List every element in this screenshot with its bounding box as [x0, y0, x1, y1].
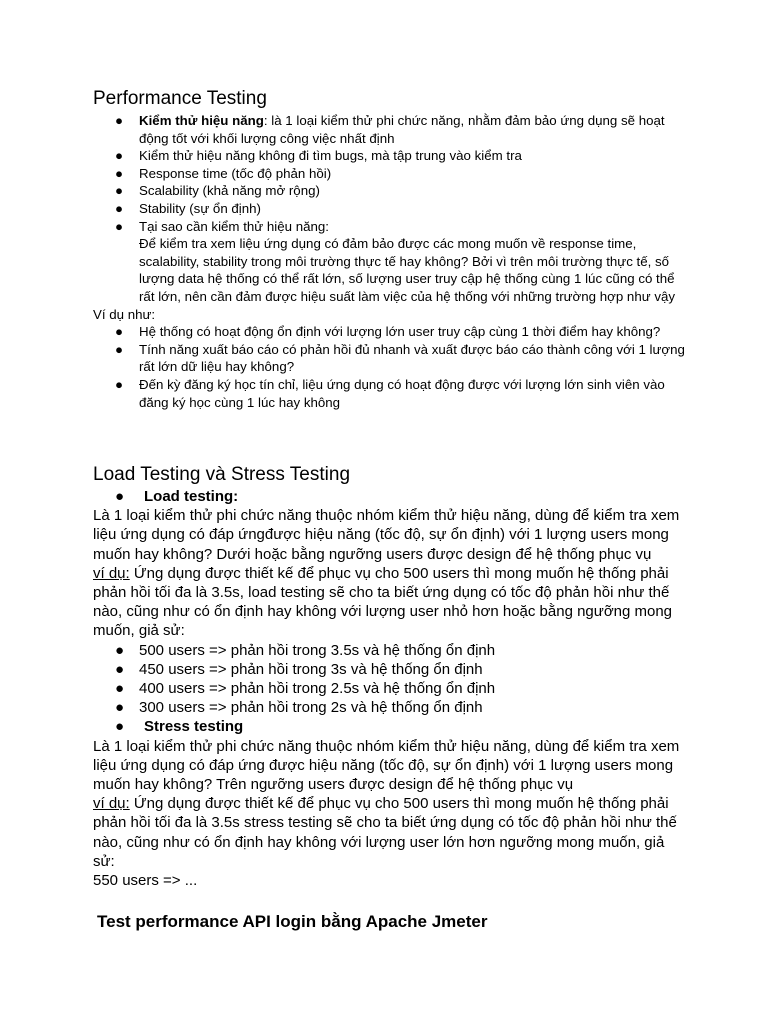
bullet-icon: ● [115, 641, 125, 659]
list-item: ● 300 users => phản hồi trong 2s và hệ thống ổn định [115, 699, 483, 717]
load-stress-title: Load Testing và Stress Testing [93, 464, 351, 485]
load-stress-section [93, 464, 683, 890]
bullet-icon: ● [115, 165, 124, 181]
stress-example: ví dụ: Ứng dụng được thiết kế để phục vụ cho 500 users thì mong muốn hệ thống phải phản hồi tối đa là 3.5s stress testing sẽ cho ta biết ứng dụng có tốc độ phản hồi như thế nào, cũng như có ổn định hay không với lượng user lớn hơn ngưỡng mong muốn, giả sử: [93, 795, 677, 870]
example-label: Ví dụ như: [93, 306, 156, 322]
jmeter-section [97, 911, 697, 933]
bullet-icon: ● [115, 324, 124, 340]
load-label-list [93, 487, 683, 506]
bullet-icon: ● [115, 218, 124, 234]
list-item: ● Stability (sự ổn định) [115, 200, 261, 216]
example-prefix: ví dụ: [93, 564, 130, 582]
load-result-list [93, 641, 683, 737]
list-item [93, 717, 683, 736]
example-prefix: ví dụ: [93, 795, 130, 813]
bullet-icon: ● [115, 718, 125, 736]
bullet-icon: ● [115, 699, 125, 717]
bullet-icon: ● [115, 660, 125, 678]
bullet-icon: ● [115, 488, 125, 505]
performance-list [93, 112, 693, 306]
why-detail: Để kiểm tra xem liệu ứng dụng có đảm bảo được các mong muốn về response time, scalability, stability trong môi trường thực tế hay không? Bởi vì trên môi trường thực tế, số lượng data hệ thống có thể rất lớn, số lượng user truy cập hệ thống cùng 1 lúc cũng có thể rất lớn, nên cần đảm được hiệu suất làm việc của hệ thống với những trường hợp như vậy [139, 236, 676, 304]
list-item: ● Hệ thống có hoạt động ổn định với lượng lớn user truy cập cùng 1 thời điểm hay không? [115, 324, 661, 340]
stress-label: Stress testing [144, 718, 244, 736]
list-item: ● Kiểm thử hiệu năng không đi tìm bugs, mà tập trung vào kiểm tra [115, 148, 522, 164]
list-item: ● Tại sao cần kiểm thử hiệu năng: Để kiểm tra xem liệu ứng dụng có đảm bảo được các mong muốn về response time, scalability, stability trong môi trường thực tế hay không? Bởi vì trên môi trường thực tế, số lượng data hệ thống có thể rất lớn, số lượng user truy cập hệ thống cùng 1 lúc cũng có thể rất lớn, nên cần đảm được hiệu suất làm việc của hệ thống với những trường hợp như vậy [93, 218, 693, 306]
list-item: ● 400 users => phản hồi trong 2.5s và hệ thống ổn định [115, 680, 496, 698]
bullet-icon: ● [115, 376, 124, 392]
list-item: ● Response time (tốc độ phản hồi) [115, 165, 332, 181]
load-label: Load testing: [144, 488, 239, 505]
bullet-icon: ● [115, 680, 125, 698]
load-description: Là 1 loại kiểm thử phi chức năng thuộc nhóm kiểm thử hiệu năng, dùng để kiểm tra xem liệu ứng dụng có đáp ứngđược hiệu năng (tốc độ, sự ổn định) với 1 lượng users mong muốn hay không? Dưới hoặc bằng ngưỡng users được design để hệ thống phục vụ [93, 507, 680, 563]
stress-description: Là 1 loại kiểm thử phi chức năng thuộc nhóm kiểm thử hiệu năng, dùng để kiểm tra xem liệu ứng dụng có đáp ứng được hiệu năng (tốc độ, sự ổn định) với 1 lượng users mong muốn hay không? Trên ngưỡng users được design để hệ thống phục vụ [93, 737, 680, 794]
jmeter-title: Test performance API login bằng Apache Jmeter [97, 912, 488, 931]
bullet-icon: ● [115, 200, 124, 216]
list-item: ● Scalability (khả năng mở rộng) [115, 183, 320, 199]
list-item: ● Kiểm thử hiệu năng: là 1 loại kiểm thử phi chức năng, nhằm đảm bảo ứng dụng sẽ hoạt động tốt với khối lượng công việc nhất định [115, 113, 665, 146]
example-list [93, 323, 693, 411]
list-item: ● Tính năng xuất báo cáo có phản hồi đủ nhanh và xuất được báo cáo thành công với 1 lượng rất lớn dữ liệu hay không? [115, 341, 685, 375]
list-item: ● Đến kỳ đăng ký học tín chỉ, liệu ứng dụng có hoạt động được với lượng lớn sinh viên vào đăng ký học cùng 1 lúc hay không [115, 376, 665, 410]
performance-title: Performance Testing [93, 88, 267, 109]
list-item: ● 450 users => phản hồi trong 3s và hệ thống ổn định [115, 660, 483, 678]
list-item: ● 500 users => phản hồi trong 3.5s và hệ thống ổn định [115, 641, 496, 659]
performance-section [93, 88, 693, 411]
bullet-icon: ● [115, 183, 124, 199]
bullet-icon: ● [115, 148, 124, 164]
list-item [93, 487, 683, 506]
bullet-icon: ● [115, 341, 124, 357]
load-example: ví dụ: Ứng dụng được thiết kế để phục vụ cho 500 users thì mong muốn hệ thống phải phản hồi tối đa là 3.5s, load testing sẽ cho ta biết ứng dụng có tốc độ phản hồi như thế nào, cũng như có ổn định hay không với lượng user nhỏ hơn hoặc bằng ngưỡng mong muốn, giả sử: [93, 564, 673, 640]
stress-tail: 550 users => ... [93, 872, 198, 890]
bullet-icon: ● [115, 113, 124, 128]
